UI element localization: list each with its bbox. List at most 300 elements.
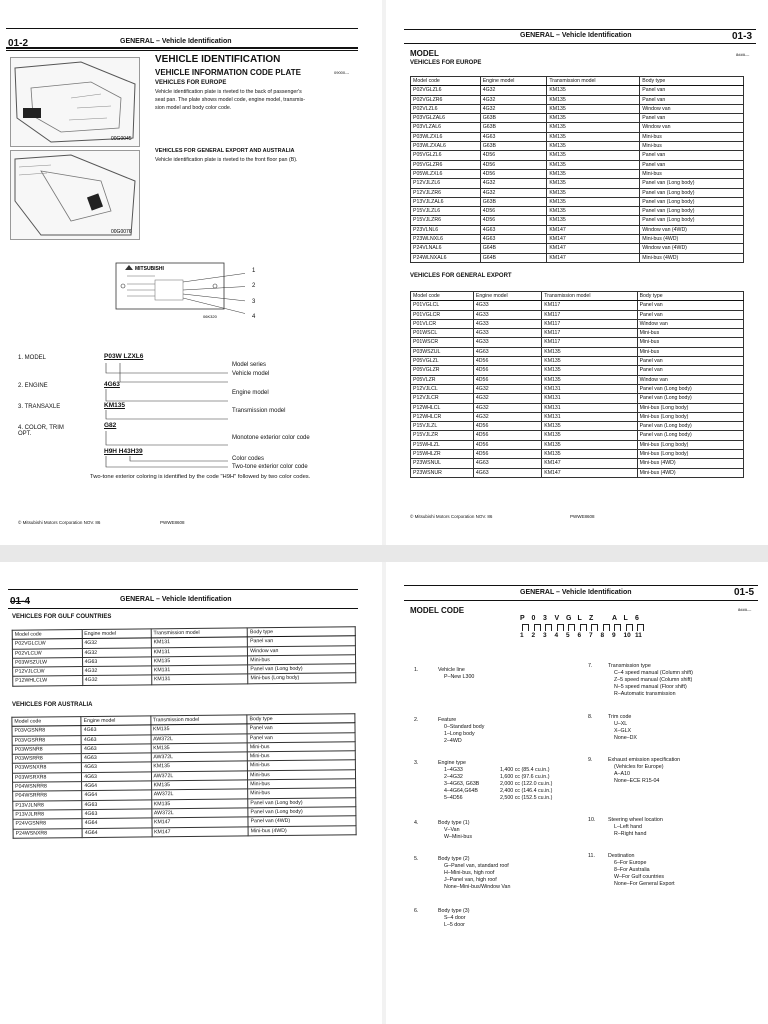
transmission-model-cell: KM135 (547, 104, 640, 113)
model-code-cell: P02VGLZL6 (411, 86, 481, 95)
transmission-model-cell: KM131 (542, 384, 637, 393)
transmission-model-cell: KM147 (547, 225, 640, 234)
engine-model-cell: 4G33 (473, 301, 541, 310)
transmission-model-cell: KM135 (151, 799, 248, 809)
engine-model-cell: 4G64 (82, 781, 151, 791)
transmission-model-cell: KM147 (152, 826, 249, 836)
export-text: Vehicle identification plate is riveted to the front floor pan (B). (155, 157, 298, 163)
table-row (411, 179, 744, 188)
transmission-model-cell: KM135 (542, 440, 637, 449)
item-option: P–New L300 (444, 674, 475, 680)
item-displacement: 2,400 cc (146.4 cu.in.) (500, 788, 553, 794)
body-type-cell: Panel van (640, 86, 744, 95)
body-type-cell: Mini-bus (Long body) (248, 673, 356, 683)
body-type-cell: Mini-bus (640, 169, 744, 178)
body-type-cell: Mini-bus (Long body) (637, 440, 743, 449)
item-number: 2. (414, 717, 419, 723)
engine-model-cell: 4D56 (473, 366, 541, 375)
transmission-model-cell: KM147 (547, 253, 640, 262)
code-position-number: 2 (531, 632, 536, 639)
item-title: Body type (2) (438, 856, 470, 862)
col-model-code: Model code (12, 717, 81, 727)
table-row (411, 169, 744, 178)
export-heading: VEHICLES FOR GENERAL EXPORT (410, 273, 512, 279)
body-type-cell: Mini-bus (4WD) (248, 825, 356, 835)
code-position-number: 10 (623, 632, 631, 639)
model-code-cell: P12VJLCR (411, 394, 474, 403)
engine-model-cell: 4G63 (81, 725, 150, 735)
header-rule (6, 50, 358, 51)
item-option: None–Mini-bus/Window Van (444, 884, 511, 890)
engine-model-cell: 4G63 (473, 468, 541, 477)
item-title: Body type (1) (438, 820, 470, 826)
table-row (411, 95, 744, 104)
item-transaxle-desc: Transmission model (232, 408, 286, 414)
page-01-4 (0, 562, 382, 1024)
engine-model-cell: 4D56 (473, 431, 541, 440)
model-code-cell: P03WLZXAL6 (411, 142, 481, 151)
model-code-cell: P23VLNL6 (411, 225, 481, 234)
body-type-cell: Window van (4WD) (640, 244, 744, 253)
engine-model-cell: 4G63 (81, 744, 150, 754)
gulf-heading: VEHICLES FOR GULF COUNTRIES (12, 614, 112, 620)
item-number: 4. (414, 820, 419, 826)
transmission-model-cell: KM135 (547, 179, 640, 188)
model-code-cell: P15VJLZR6 (411, 216, 481, 225)
engine-model-cell: 4G63 (81, 734, 150, 744)
model-code-cell: P24WSNXR8 (13, 828, 82, 838)
item-twotone-desc-1: Color codes (232, 456, 265, 462)
transmission-model-cell: KM135 (547, 169, 640, 178)
page-01-5 (386, 562, 768, 1024)
engine-model-cell: 4G32 (82, 675, 151, 685)
transmission-model-cell: KM147 (151, 817, 248, 827)
model-code-cell: P03WSRR8 (12, 754, 81, 764)
europe-text-1: Vehicle identification plate is riveted to the back of passenger's (155, 89, 302, 95)
item-number: 1. (414, 667, 419, 673)
item-number: 9. (588, 757, 593, 763)
engine-model-cell: 4D56 (480, 151, 547, 160)
item-number: 6. (414, 908, 419, 914)
code-position-number: 6 (577, 632, 582, 639)
body-type-cell: Panel van (640, 151, 744, 160)
code-letter: G (566, 615, 572, 622)
body-type-cell: Mini-bus (248, 788, 356, 798)
code-letter: 3 (543, 615, 547, 622)
transmission-model-cell: KM135 (542, 357, 637, 366)
table-row (411, 412, 744, 421)
footer-copyright: © Mitsubishi Motors Corporation NOV. 86 (18, 520, 101, 525)
code-tick (626, 624, 633, 631)
model-code-cell: P12WHLCLW (13, 676, 83, 686)
engine-model-cell: G63B (480, 142, 547, 151)
transmission-model-cell: KM147 (542, 459, 637, 468)
table-row (411, 86, 744, 95)
model-code-cell: P01WSCR (411, 338, 474, 347)
engine-model-cell: 4G32 (473, 412, 541, 421)
transmission-model-cell: KM131 (542, 412, 637, 421)
item-title: Exhaust emission specification (608, 757, 681, 763)
model-code-diagram (520, 615, 650, 643)
header-rule (404, 600, 758, 601)
table-row (411, 151, 744, 160)
transmission-model-cell: KM117 (542, 319, 637, 328)
item-option: None–DX (614, 735, 637, 741)
item-title: Destination (608, 853, 635, 859)
europe-text-3: sion model and body color code. (155, 105, 232, 111)
item-transaxle-code: KM135 (104, 402, 125, 409)
col-model-code: Model code (411, 292, 474, 301)
code-tick (591, 624, 598, 631)
model-code-cell: P15VJLZL6 (411, 207, 481, 216)
col-transmission: Transmission model (542, 292, 637, 301)
figure-floor-plate (10, 150, 140, 240)
body-type-cell: Mini-bus (4WD) (640, 253, 744, 262)
body-type-cell: Panel van (637, 301, 743, 310)
body-type-cell: Mini-bus (247, 760, 355, 770)
model-code-cell: P04WSNRR8 (13, 782, 82, 792)
item-model-desc-2: Vehicle model (232, 371, 270, 377)
ref-code: 8##A--- (736, 52, 750, 57)
transmission-model-cell: KM131 (542, 394, 637, 403)
footer-code: PWWE8608 (160, 520, 185, 525)
transmission-model-cell: KM135 (542, 375, 637, 384)
export-model-table (410, 291, 744, 478)
item-option: W–For Gulf countries (614, 874, 665, 880)
table-row (411, 403, 744, 412)
model-code-cell: P12VJLZR6 (411, 188, 481, 197)
transmission-model-cell: KM135 (547, 188, 640, 197)
model-code-cell: P02VLCLW (12, 648, 82, 658)
engine-model-cell: 4G63 (82, 800, 151, 810)
model-code-cell: P24WLNXAL6 (411, 253, 481, 262)
engine-model-cell: 4D56 (473, 440, 541, 449)
table-row (411, 375, 744, 384)
fig1-id: 00G0045 (111, 136, 132, 142)
item-option: Z–5 speed manual (Column shift) (614, 677, 693, 683)
table-row (411, 431, 744, 440)
transmission-model-cell: KM135 (542, 431, 637, 440)
model-code-cell: P23WSNUR (411, 468, 474, 477)
item-title: Engine type (438, 760, 466, 766)
body-type-cell: Mini-bus (Long body) (637, 412, 743, 421)
body-type-cell: Mini-bus (Long body) (637, 450, 743, 459)
model-code-cell: P01VGLCL (411, 301, 474, 310)
body-type-cell: Window van (4WD) (640, 225, 744, 234)
transmission-model-cell: KM147 (547, 235, 640, 244)
body-type-cell: Panel van (640, 95, 744, 104)
item-model-label: 1. MODEL (18, 355, 47, 361)
col-body: Body type (247, 627, 355, 637)
transmission-model-cell: KM131 (542, 403, 637, 412)
table-row (411, 357, 744, 366)
transmission-model-cell: AW372L (151, 771, 248, 781)
engine-model-cell: 4G63 (81, 753, 150, 763)
body-type-cell: Mini-bus (247, 751, 355, 761)
header-title: GENERAL – Vehicle Identification (520, 32, 632, 39)
item-option: X–GLX (614, 728, 632, 734)
body-type-cell: Panel van (637, 366, 743, 375)
code-position-number: 1 (520, 632, 524, 639)
footer-copyright: © Mitsubishi Motors Corporation NOV. 86 (410, 514, 493, 519)
transmission-model-cell: AW372L (151, 752, 248, 762)
body-type-cell: Panel van (Long body) (248, 807, 356, 817)
code-tick (522, 624, 529, 631)
engine-model-cell: 4G63 (473, 459, 541, 468)
engine-model-cell: 4D56 (480, 169, 547, 178)
code-letter: V (554, 615, 560, 622)
body-type-cell: Panel van (Long body) (248, 797, 356, 807)
body-type-cell: Panel van (637, 357, 743, 366)
model-code-cell: P03WSRXR8 (12, 772, 81, 782)
body-type-cell: Panel van (Long body) (640, 179, 744, 188)
model-code-cell: P23WSNUL (411, 459, 474, 468)
item-option: 1–4G33 (444, 767, 463, 773)
code-letter: L (623, 615, 628, 622)
code-tick (568, 624, 575, 631)
australia-heading: VEHICLES FOR AUSTRALIA (12, 702, 93, 708)
model-code-cell: P05VGLZL (411, 357, 474, 366)
transmission-model-cell: KM117 (542, 338, 637, 347)
table-row (411, 319, 744, 328)
transmission-model-cell: KM117 (542, 329, 637, 338)
body-type-cell: Panel van (Long body) (640, 197, 744, 206)
code-tick (614, 624, 621, 631)
item-model-code: P03W LZXL6 (104, 353, 144, 360)
col-body: Body type (247, 714, 355, 724)
item-option: None–For General Export (614, 881, 675, 887)
code-position-number: 7 (589, 632, 593, 639)
model-code-cell: P02VGLZR6 (411, 95, 481, 104)
code-position-number: 11 (635, 632, 642, 639)
table-row (411, 197, 744, 206)
transmission-model-cell: KM131 (151, 674, 248, 684)
header-title: GENERAL – Vehicle Identification (520, 589, 632, 596)
model-code-cell: P05VLZR (411, 375, 474, 384)
col-body: Body type (640, 77, 744, 86)
item-engine-desc: Engine model (232, 390, 269, 396)
transmission-model-cell: KM135 (547, 123, 640, 132)
item-displacement: 2,000 cc (122.0 cu.in.) (500, 781, 553, 787)
body-type-cell: Panel van (640, 160, 744, 169)
transmission-model-cell: KM135 (151, 780, 248, 790)
europe-text-2: seat pan. The plate shows model code, engine model, transmis- (155, 97, 306, 103)
transmission-model-cell: KM135 (547, 160, 640, 169)
engine-model-cell: 4G32 (82, 638, 151, 648)
engine-model-cell: 4G32 (480, 179, 547, 188)
model-code-cell: P15VJLZR (411, 431, 474, 440)
item-number: 8. (588, 714, 593, 720)
body-type-cell: Window van (637, 319, 743, 328)
header-rule (404, 43, 756, 44)
engine-model-cell: 4G32 (473, 394, 541, 403)
col-transmission: Transmission model (150, 715, 247, 725)
table-row (411, 440, 744, 449)
section-title: MODEL (410, 49, 439, 58)
transmission-model-cell: KM135 (547, 142, 640, 151)
item-option: W–Mini-bus (444, 834, 472, 840)
engine-model-cell: 4G32 (82, 666, 151, 676)
body-type-cell: Mini-bus (248, 769, 356, 779)
body-type-cell: Mini-bus (640, 142, 744, 151)
code-letter: 6 (635, 615, 639, 622)
body-type-cell: Window van (640, 123, 744, 132)
item-twotone-desc-2: Two-tone exterior color code (232, 464, 308, 470)
table-row (411, 123, 744, 132)
plate-id: 06K320 (203, 314, 217, 319)
model-code-cell: P12VJLCLW (13, 667, 83, 677)
engine-model-cell: 4D56 (473, 357, 541, 366)
callout-2: 2 (252, 283, 256, 289)
transmission-model-cell: KM135 (547, 86, 640, 95)
item-number: 11. (588, 853, 595, 859)
body-type-cell: Window van (248, 645, 356, 655)
model-code-cell: P03WSZULW (13, 657, 83, 667)
transmission-model-cell: KM135 (542, 450, 637, 459)
body-type-cell: Panel van (247, 723, 355, 733)
engine-model-cell: G63B (480, 114, 547, 123)
item-option: 4–4G64,G64B (444, 788, 478, 794)
item-option: C–4 speed manual (Column shift) (614, 670, 693, 676)
section-subtitle: VEHICLE INFORMATION CODE PLATE (155, 68, 301, 77)
model-code-cell: P12VJLCL (411, 384, 474, 393)
engine-model-cell: 4G63 (480, 132, 547, 141)
transmission-model-cell: AW372L (151, 789, 248, 799)
engine-model-cell: 4G32 (473, 384, 541, 393)
europe-heading: VEHICLES FOR EUROPE (155, 80, 227, 86)
item-engine-code: 4G63 (104, 381, 120, 388)
callout-4: 4 (252, 314, 256, 320)
body-type-cell: Mini-bus (247, 742, 355, 752)
code-tick (557, 624, 564, 631)
code-tick (580, 624, 587, 631)
engine-model-cell: 4D56 (473, 375, 541, 384)
model-code-cell: P15WHLZR (411, 450, 474, 459)
transmission-model-cell: KM135 (547, 132, 640, 141)
engine-model-cell: 4G32 (480, 104, 547, 113)
item-number: 10. (588, 817, 596, 823)
model-code-cell: P12VJLZL6 (411, 179, 481, 188)
europe-heading: VEHICLES FOR EUROPE (410, 60, 482, 66)
engine-model-cell: 4G33 (473, 319, 541, 328)
item-option: U–XL (614, 721, 628, 727)
body-type-cell: Mini-bus (248, 779, 356, 789)
item-twotone-code: H9H H43H39 (104, 448, 143, 455)
header-rule (8, 608, 358, 609)
body-type-cell: Mini-bus (4WD) (640, 235, 744, 244)
col-engine: Engine model (473, 292, 541, 301)
code-letter: P (520, 615, 525, 622)
table-row (411, 301, 744, 310)
body-type-cell: Mini-bus (4WD) (637, 468, 743, 477)
engine-model-cell: G63B (480, 197, 547, 206)
engine-model-cell: G63B (480, 123, 547, 132)
col-model-code: Model code (411, 77, 481, 86)
model-code-cell: P01VLCR (411, 319, 474, 328)
header-top-rule (404, 585, 758, 586)
item-option: R–Right hand (614, 831, 647, 837)
model-code-cell: P05WLZXL6 (411, 169, 481, 178)
plate-brand: MITSUBISHI (135, 266, 164, 272)
engine-model-cell: 4G32 (480, 95, 547, 104)
engine-model-cell: 4G63 (82, 809, 151, 819)
code-position-number: 5 (566, 632, 570, 639)
table-row (411, 459, 744, 468)
col-transmission: Transmission model (151, 628, 248, 638)
transmission-model-cell: KM147 (547, 244, 640, 253)
page-number: 01-4 (10, 596, 31, 607)
table-row (411, 207, 744, 216)
body-type-cell: Panel van (Long body) (637, 394, 743, 403)
engine-model-cell: 4G32 (473, 403, 541, 412)
table-row (411, 468, 744, 477)
table-row (411, 114, 744, 123)
header-top-rule (404, 29, 756, 30)
model-code-cell: P03WSNR8 (12, 744, 81, 754)
model-code-cell: P05VGLZR6 (411, 160, 481, 169)
transmission-model-cell: KM135 (150, 724, 247, 734)
model-code-cell: P12WHLCR (411, 412, 474, 421)
item-option: V–Van (444, 827, 460, 833)
item-title: Transmission type (608, 663, 651, 669)
page-number: 01-2 (8, 38, 29, 49)
engine-model-cell: 4D56 (480, 216, 547, 225)
transmission-model-cell: KM147 (542, 468, 637, 477)
engine-model-cell: 4D56 (480, 160, 547, 169)
item-displacement: 1,600 cc (97.6 cu.in.) (500, 774, 550, 780)
engine-model-cell: 4G63 (82, 657, 151, 667)
transmission-model-cell: KM131 (151, 646, 248, 656)
code-letter: L (577, 615, 582, 622)
page-number: 01-3 (732, 31, 753, 42)
body-type-cell: Mini-bus (Long body) (637, 403, 743, 412)
transmission-model-cell: KM135 (151, 656, 248, 666)
table-row (411, 394, 744, 403)
engine-model-cell: 4G33 (473, 310, 541, 319)
callout-1: 1 (252, 268, 256, 274)
model-code-cell: P24VLNAL6 (411, 244, 481, 253)
item-option: (Vehicles for Europe) (614, 764, 664, 770)
body-type-cell: Panel van (Long body) (640, 188, 744, 197)
model-code-cell: P02VGLCLW (12, 639, 82, 649)
transmission-model-cell: KM135 (547, 197, 640, 206)
engine-model-cell: G64B (480, 253, 547, 262)
model-code-cell: P15WHLZL (411, 440, 474, 449)
engine-model-cell: 4G64 (82, 827, 151, 837)
item-model-desc-1: Model series (232, 362, 267, 368)
item-option: N–5 speed manual (Floor shift) (614, 684, 687, 690)
code-letter: Z (589, 615, 594, 622)
transmission-model-cell: KM131 (151, 665, 248, 675)
engine-model-cell: 4G33 (473, 338, 541, 347)
code-letter: 0 (531, 615, 536, 622)
body-type-cell: Mini-bus (4WD) (637, 459, 743, 468)
engine-model-cell: 4G32 (480, 86, 547, 95)
item-option: 8–For Australia (614, 867, 650, 873)
col-engine: Engine model (480, 77, 547, 86)
body-type-cell: Window van (637, 375, 743, 384)
item-option: 2–4WD (444, 738, 462, 744)
transmission-model-cell: KM135 (547, 207, 640, 216)
item-title: Body type (3) (438, 908, 470, 914)
table-row (411, 347, 744, 356)
body-type-cell: Panel van (Long body) (640, 207, 744, 216)
body-type-cell: Panel van (637, 310, 743, 319)
header-top-rule (8, 589, 358, 590)
transmission-model-cell: KM135 (542, 366, 637, 375)
engine-model-cell: 4D56 (473, 450, 541, 459)
transmission-model-cell: KM135 (547, 216, 640, 225)
